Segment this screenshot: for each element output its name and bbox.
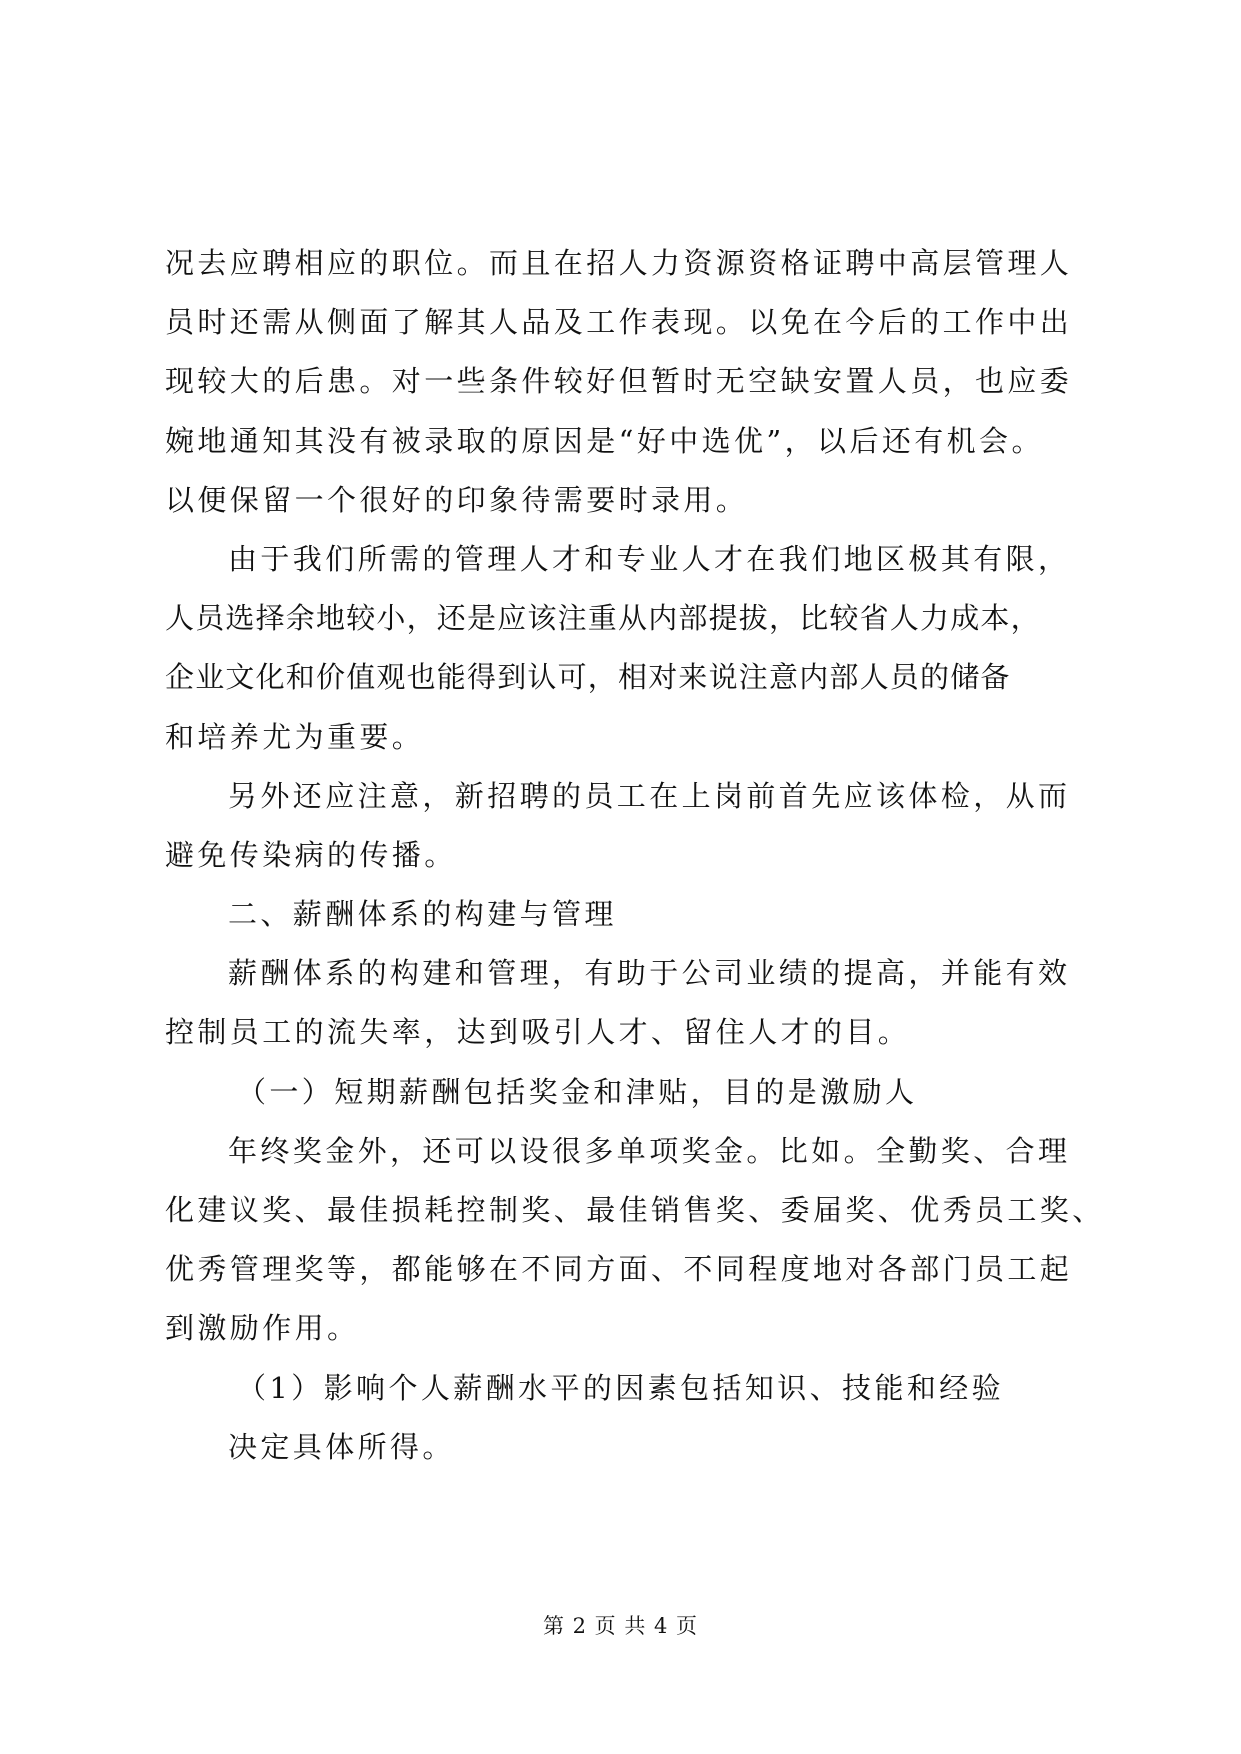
text-line: 优秀管理奖等，都能够在不同方面、不同程度地对各部门员工起 [165, 1252, 1073, 1287]
text-line: 婉地通知其没有被录取的原因是“好中选优”，以后还有机会。 [165, 423, 1044, 458]
text-line: 控制员工的流失率，达到吸引人才、留住人才的目。 [165, 1015, 911, 1050]
text-line: 由于我们所需的管理人才和专业人才在我们地区极其有限， [228, 541, 1071, 576]
text-line: 况去应聘相应的职位。而且在招人力资源资格证聘中高层管理人 [165, 246, 1073, 280]
text-line: 到激励作用。 [165, 1311, 360, 1346]
text-line: 另外还应注意，新招聘的员工在上岗前首先应该体检，从而 [228, 778, 1071, 813]
page-number-footer: 第 2 页 共 4 页 [542, 1614, 699, 1638]
body-text [165, 234, 1105, 1477]
text-line: 化建议奖、最佳损耗控制奖、最佳销售奖、委届奖、优秀员工奖、 [165, 1193, 1105, 1227]
text-line: 企业文化和价值观也能得到认可，相对来说注意内部人员的储备 [165, 660, 1011, 695]
text-line: 以便保留一个很好的印象待需要时录用。 [165, 482, 749, 517]
text-line: 和培养尤为重要。 [165, 719, 425, 754]
subsection-heading: （1）影响个人薪酬水平的因素包括知识、技能和经验 [237, 1370, 1005, 1405]
text-line: 员时还需从侧面了解其人品及工作表现。以免在今后的工作中出 [165, 305, 1073, 340]
subsection-heading: （一）短期薪酬包括奖金和津贴，目的是激励人 [237, 1074, 918, 1109]
section-heading: 二、薪酬体系的构建与管理 [228, 897, 617, 932]
text-line: 人员选择余地较小，还是应该注重从内部提拔，比较省人力成本， [165, 601, 1041, 636]
text-line: 薪酬体系的构建和管理，有助于公司业绩的提高，并能有效 [228, 956, 1071, 991]
text-line: 避免传染病的传播。 [165, 837, 457, 872]
text-line: 决定具体所得。 [228, 1429, 455, 1464]
text-line: 年终奖金外，还可以设很多单项奖金。比如。全勤奖、合理 [228, 1133, 1071, 1168]
text-line: 现较大的后患。对一些条件较好但暂时无空缺安置人员，也应委 [165, 364, 1073, 399]
